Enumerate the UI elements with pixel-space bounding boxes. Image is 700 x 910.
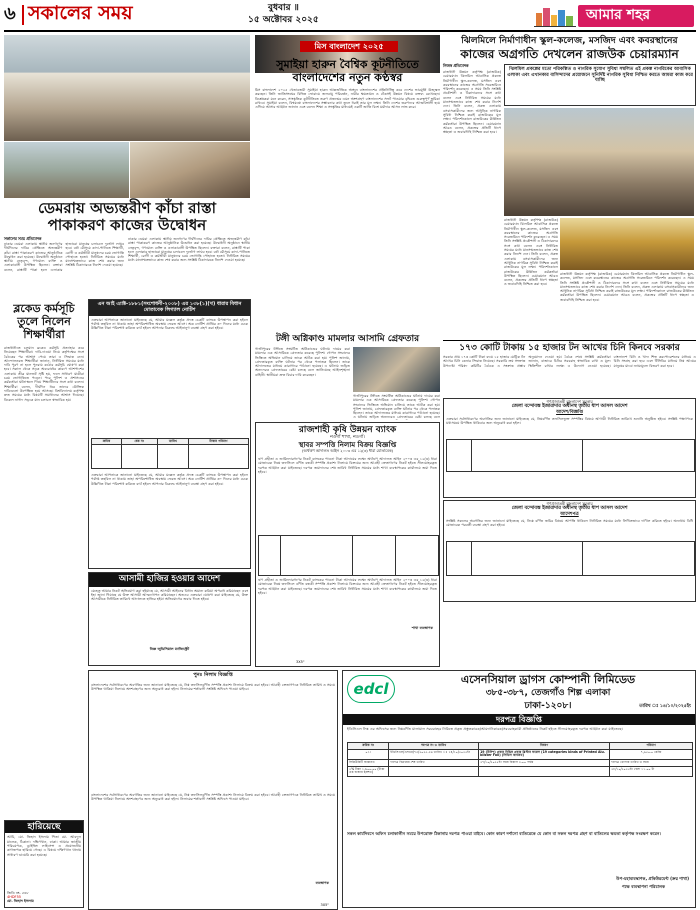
rajuk-site-photo [504,108,694,216]
edcl-city: ঢাকা-১২০৮। [524,701,572,711]
warrant-sign: বিজ্ঞ জুডিসিয়াল ম্যাজিস্ট্রেট [149,646,190,651]
paper-name: সকালের সময় [28,2,133,24]
edcl-row-description: 19 (উনিশ) প্রকার বিভিন্ন প্রকার ব্লিস্টার ফয়েল (19 categories kinds of Printed Alu. blister Foil) (সিভিল কার্যক্রম) [479,749,610,759]
legal-notice-th-cheque: চেক নং [121,438,157,445]
lost-notice-gd: জিডি নং- ৫৪৮ [7,891,29,896]
section-logo [534,3,696,29]
edcl-row-tender-no: ইডিসিএল/এসএম/৭৩/২০২৫-২৬ তারিখ ঃ ১৪/১০/২০২৫ইং [389,749,479,759]
bank-subtitle: (অর্থঋণ আদালত আইন ২০০৩ এর ১২(৩) ধারা মোতাবেক) [301,447,394,453]
auction-2-title: জেলা বন্দোবস্ত ইজারাদার অধীনস্থ তৃতীয় ধাপ আসল আদেশ [511,506,628,512]
masthead-rule [4,30,696,32]
arrest-photo [353,347,440,392]
section-logo-text: আমার শহর [586,7,651,23]
edcl-open-label: দরপত্র খোলার তারিখ ও সময় [610,760,693,767]
edcl-address: ৩৮৫-৩৮৭, তেজগাঁও শিল্প এলাকা [485,688,611,698]
reauction-body: বাংলাদেশের সর্বসাধারণের অবগতির জন্য জানানো যাইতেছে যে, নিম্ন তফসিলবর্ণিত সম্পত্তি প্রকাশ্য নিলামে বিক্রয় করা হইবে। আগ্রহী ক্রেতাগণকে নির্ধারিত তারিখ ও সময়ে উপস্থিত থাকিয়া নিলামে অংশগ্রহণের জন্য অনুরোধ করা হইল। নিলামের শর্তাবলী সংশ্লিষ্ট অফিসে পাওয়া যাইবে। [91,682,335,692]
road-inauguration-photo [4,35,250,141]
road-site-photo [4,142,129,198]
lost-notice-box [4,820,84,908]
edcl-title: দরপত্র বিজ্ঞপ্তি [343,714,695,725]
edcl-company: এসেনসিয়াল ড্রাগস কোম্পানী লিমিডেড [460,673,636,686]
table-row [348,749,693,759]
arrest-headline: টঙ্গী অগ্নিকাণ্ড মামলার আসামি গ্রেফতার [275,334,420,344]
auction-2-table [446,541,695,576]
rajuk-headline-line-2: কাজের অগ্রগতি দেখলেন রাজউক চেয়ারম্যান [460,47,679,61]
road-body-continued: ঢাকার ডেমরা এলাকায় স্থানীয় জনগণের দীর্ঘদিনের দাবির প্রেক্ষিতে অভ্যন্তরীণ কাঁচা রাস্তা পাকাকরণ কাজের আনুষ্ঠানিক উদ্বোধন করা হয়েছে। উদ্বোধনী অনুষ্ঠানে স্থানীয় নেতৃবৃন্দ, গণ্যমান্য ব্যক্তি ও এলাকাবাসী উপস্থিত ছিলেন। বক্তারা বলেন, রাস্তাটি পাকা হলে এলাকার হাজারো মানুষের চলাচলে দুর্ভোগ লাঘব হবে। বর্ষা মৌসুমে কাদা-পানিতে শিক্ষার্থী, রোগী ও কর্মজীবী মানুষদের চরম ভোগান্তি পোহাতে হতো। নির্ধারিত সময়ের মধ্যে মানসম্মতভাবে কাজ শেষ করার জন্য সংশ্লিষ্ট ঠিকাদারকে নির্দেশ দেওয়া হয়েছে। [128,237,250,263]
lost-notice-sign: মো. জিহাদ ইসলাম [7,899,34,904]
reauction-title: পুনঃ নিলাম বিজ্ঞপ্তি [193,672,233,678]
auction-1-body: এতদ্বারা সর্বসাধারণের অবগতির জন্য জানানো যাইতেছে যে, নিম্নবর্ণিত তফসিলভুক্ত সম্পত্তির বিষয়ে আগামী নির্ধারিত তারিখে শুনানি অনুষ্ঠিত হইবে। সংশ্লিষ্ট পক্ষগণকে যথাসময়ে উপস্থিত থাকিবার জন্য অনুরোধ করা হইল। [446,417,693,426]
edcl-th-description: বিবরণ [479,743,610,750]
miss-headline-line-2: বাংলাদেশের নতুন কণ্ঠস্বর [292,71,403,84]
auction-1-title: জেলা বন্দোবস্ত ইজারাদার অধীনস্থ তৃতীয় ধাপ আসল আদেশ [511,404,628,410]
road-headline-line-2: পাকাকরণ কাজের উদ্বোধন [47,216,207,234]
reauction-box [88,670,338,910]
edcl-intro: ইডিসিএল লিঃ এর অফিসের জন্য নিম্নবর্ণিত মালামাল সরবরাহের নিমিত্তে প্রকৃত প্রস্তুতকারক/আমদানিকারক/সরবরাহকারী প্রতিষ্ঠানের নিকট হইতে সীলমোহরকৃত দরপত্র আহ্বান করা যাইতেছে। [347,727,623,731]
date-label: ১৫ অক্টোবর ২০২৫ [248,15,319,25]
bank-name: রাজশাহী কৃষি উন্নয়ন ব্যাংক [298,425,397,435]
lost-notice-code: 4HDF55 [7,895,22,900]
road-headline-line-1: ডেমরায় অভ্যন্তরীণ কাঁচা রাস্তা [37,199,217,217]
auction-1-header: গণপ্রজাতন্ত্রী বাংলাদেশ সরকার [546,399,593,404]
edcl-tender-table [347,742,693,777]
edcl-fee-label: সিকিউরিটি জামানত [348,760,389,767]
rajuk-quote-box [504,64,696,106]
reauction-sign: ব্যবস্থাপক [315,880,329,885]
edcl-date: তারিখ ঃ ১৪/১০/২০২৫ইং [639,704,691,709]
legal-notice-title: এন আই এ্যাক্ট-১৮৮১(সংশোধনী-২০০৮) এর ১৩৮(১)(খ) ধারার বিধান মোতাবেক লিগ্যাল নোটিশ [89,300,250,316]
edcl-row-serial: ০১। [348,749,389,759]
masthead-divider [22,5,24,25]
masthead [0,0,700,32]
edcl-th-tender-no: দরপত্র নং ও তারিখ [389,743,479,750]
rajuk-body-col2: রাজধানী উন্নয়ন কর্তৃপক্ষ (রাজউক) চেয়ারম্যান ঝিলমিল আবাসিক প্রকল্পে নির্মাণাধীন স্কুল-কলেজ, মসজিদ এবং কবরস্থানের কাজের অগ্রগতি সরেজমিনে পরিদর্শন করেছেন। এ সময় তিনি সংশ্লিষ্ট প্রকৌশলী ও ঠিকাদারদের সঙ্গে কথা বলেন এবং নির্ধারিত সময়ের মধ্যে মানসম্মতভাবে কাজ শেষ করার নির্দেশ দেন। তিনি বলেন, প্রকল্প এলাকায় বসবাসকারীদের জন্য আধুনিক নাগরিক সুবিধা নিশ্চিত করাই রাজউকের মূল লক্ষ্য। পরিদর্শনকালে রাজউকের ঊর্ধ্বতন কর্মকর্তারা উপস্থিত ছিলেন। চেয়ারম্যান আরও বলেন, প্রকল্পের প্রতিটি ধাপে স্বচ্ছতা ও জবাবদিহি নিশ্চিত করা হবে। [504,218,558,287]
warrant-body: যেহেতু আমার নিকট অভিযোগ করা হইয়াছে যে, আসামী আইনের বিধান অমান্য করিয়া অপরাধ করিয়াছেন এবং ইহা জানা গিয়াছে যে উক্ত আসামী আত্মগোপন করিয়াছেন। অতএব এতদ্বারা ঘোষণা করা যাইতেছে যে, উক্ত আসামীকে নির্ধারিত তারিখে আদালতে হাজির হইয়া অভিযোগের জবাব দিতে হইবে। [91,588,248,602]
edcl-logo [347,675,395,703]
warrant-title: আসামী হাজির হওয়ার আদেশ [89,573,250,587]
edcl-row-quantity: ৭,৯৫০.০ কেজি [610,749,693,759]
auction-2-header: গণপ্রজাতন্ত্রী বাংলাদেশ সরকার [546,501,593,506]
edcl-sign-2: পক্ষে ব্যবস্থাপনা পরিচালক [621,884,665,889]
miss-headline [255,58,440,84]
edcl-sale-label: দরপত্র বিক্রয়ের শেষ তারিখ [389,760,479,767]
auction-1-box [443,398,696,498]
miss-kicker: মিস বাংলাদেশ ২০২৫ [300,41,398,52]
bank-sign: শাখা ব্যবস্থাপক [411,625,433,630]
students-headline: ব্লকেড কর্মসূচি তুলে নিলেন শিক্ষার্থীরা [13,302,75,341]
legal-notice-th-date: তারিখ [157,438,188,445]
legal-notice-body: এতদ্বারা আপনাকে জানানো যাইতেছে যে, আমার মক্কেল কর্তৃক প্রদত্ত চেকটি ব্যাংকে উপস্থাপন করা হইলে পর্যাপ্ত তহবিল না থাকায় তাহা অপরিশোধিত অবস্থায় ফেরত আসে। অত্র নোটিশ প্রাপ্তির ৩০ দিনের মধ্যে চেকে উল্লিখিত টাকা পরিশোধ করিতে ব্যর্থ হইলে আপনার বিরুদ্ধে আইনানুগ ব্যবস্থা গ্রহণ করা হইবে। [91,317,248,331]
arrest-body-continued: গাজীপুরের টঙ্গীতে সংঘটিত অগ্নিকাণ্ডের ঘটনায় দায়ের করা মামলার এক আসামিকে গ্রেফতার করেছে পুলিশ। গোপন সংবাদের ভিত্তিতে অভিযান চালিয়ে তাকে আটক করা হয়। পুলিশ জানায়, গ্রেফতারকৃত ব্যক্তি ঘটনার পর থেকে পলাতক ছিলেন। তাকে আদালতের মাধ্যমে কারাগারে পাঠানো হয়েছে। এ ঘটনায় জড়িত অন্যদেরও গ্রেফতারের চেষ্টা চলছে বলে [353,394,440,420]
bank-title: স্থাবর সম্পত্তি নিলাম বিক্রয় বিজ্ঞপ্তি [298,440,397,449]
warrant-box [88,572,251,666]
rajuk-body: রাজধানী উন্নয়ন কর্তৃপক্ষ (রাজউক) চেয়ারম্যান ঝিলমিল আবাসিক প্রকল্পে নির্মাণাধীন স্কুল-কলেজ, মসজিদ এবং কবরস্থানের কাজের অগ্রগতি সরেজমিনে পরিদর্শন করেছেন। এ সময় তিনি সংশ্লিষ্ট প্রকৌশলী ও ঠিকাদারদের সঙ্গে কথা বলেন এবং নির্ধারিত সময়ের মধ্যে মানসম্মতভাবে কাজ শেষ করার নির্দেশ দেন। তিনি বলেন, প্রকল্প এলাকায় বসবাসকারীদের জন্য আধুনিক নাগরিক সুবিধা নিশ্চিত করাই রাজউকের মূল লক্ষ্য। পরিদর্শনকালে রাজউকের ঊর্ধ্বতন কর্মকর্তারা উপস্থিত ছিলেন। চেয়ারম্যান আরও বলেন, প্রকল্পের প্রতিটি ধাপে স্বচ্ছতা ও জবাবদিহি নিশ্চিত করা হবে। [443,70,501,135]
page-number: ৬ [4,3,16,24]
edcl-footer: সকল কার্যদিবসে অফিস চলাকালীন সময়ে উপরোক্ত ঠিকানায় দরপত্র পাওয়া যাইবে। কোন কারণ দর্শানো ব্যতিরেকে যে কোন বা সকল দরপত্র গ্রহণ বা বাতিলের ক্ষমতা কর্তৃপক্ষ সংরক্ষণ করেন। [347,831,661,836]
bank-branch: নওগাঁ শাখা, নওগাঁ। [330,435,365,441]
miss-headline-line-1: সুমাইয়া হারুন বৈশ্বিক কূটনীতিতে [276,58,419,71]
sugar-body: সরকার প্রায় ১৭৩ কোটি টাকা ব্যয়ে ১৫ হাজার মেট্রিক টন আখের চিনি কেনার সিদ্ধান্ত নিয়েছে। সরকারি ক্রয় সংক্রান্ত উপদেষ্টা পরিষদ কমিটির বৈঠকে এ সংক্রান্ত প্রস্তাব অনুমোদন দেওয়া হয়। বৈঠক শেষে সংশ্লিষ্ট কর্মকর্তারা জানান, বাজারে চিনির সরবরাহ স্বাভাবিক রাখা ও মূল্য স্থিতিশীল রাখার লক্ষ্যে এ উদ্যোগ নেওয়া হয়েছে। বাংলাদেশ চিনি ও খাদ্য শিল্প করপোরেশনের মাধ্যমে এ চিনি সংগ্রহ করা হবে এবং টিসিবির মাধ্যমে নিম্ন আয়ের মানুষের মাঝে ন্যায্যমূল্যে বিতরণ করা হবে। [443,355,696,368]
edcl-open-value: ২৮/১০/২০২৫ইং বেলা ১১.০০ টা [610,766,693,776]
legal-notice-th-amount: টাকার পরিমাণ [189,438,249,445]
legal-notice-th-serial: ক্রমিক [92,438,122,445]
edcl-sign-1: উপ-মহাব্যবস্থাপক, প্রকিউরমেন্ট (ক্রয় শাখা) [616,876,689,881]
rajuk-building-photo [560,218,694,270]
road-dateline: সকালের সময় প্রতিবেদক [4,236,42,241]
rajuk-headline-line-1: ঝিলমিলে নির্মাণাধীন স্কুল-কলেজ, মসজিদ এবং কবরস্থানের [461,35,678,46]
edcl-sale-value: ২৭/১০/২০২৫ইং সময় বিকাল ৩.০০ পর্যন্ত [479,760,610,767]
auction-2-box [443,500,696,602]
auction-2-body: সংশ্লিষ্ট সকলের অবগতির জন্য জানানো যাইতেছে যে, নিম্নে বর্ণিত জমির বিষয়ে আপত্তি থাকিলে নির্ধারিত সময়ের মধ্যে লিখিতভাবে দাখিল করিতে হইবে। অন্যথায় বিধি মোতাবেক পরবর্তী ব্যবস্থা গ্রহণ করা হইবে। [446,519,693,528]
legal-notice-table [91,438,249,470]
edcl-logo-text: edcl [353,680,389,698]
day-label: বুধবার ॥ [268,3,299,13]
lost-notice-title: হারিয়েছে [5,821,83,833]
reauction-code: 3X5" [320,902,329,907]
students-body: রাজধানীতে চলমান ব্লকেড কর্মসূচি প্রত্যাহার করে নিয়েছেন শিক্ষার্থীরা। দাবি-দাওয়া নিয়ে কর্তৃপক্ষের সঙ্গে বৈঠকের পর আশ্বাস পেয়ে তারা এ সিদ্ধান্ত নেন। আন্দোলনরত শিক্ষার্থীরা জানান, নির্ধারিত সময়ের মধ্যে দাবি পূরণ না হলে পুনরায় কঠোর কর্মসূচি ঘোষণা করা হবে। সকাল থেকে সড়ক অবরোধের কারণে আশপাশের এলাকায় তীব্র যানজট সৃষ্টি হয়, ফলে সাধারণ যাত্রীরা চরম ভোগান্তিতে পড়েন। পরে পুলিশ ও প্রশাসনের কর্মকর্তারা ঘটনাস্থলে গিয়ে শিক্ষার্থীদের সঙ্গে কথা বলেন। শিক্ষার্থীরা বলেন, দীর্ঘদিন ধরে তাদের যৌক্তিক দাবিগুলো উপেক্ষিত হয়ে আসছে। বিশ্ববিদ্যালয় কর্তৃপক্ষ দ্রুত সময়ের মধ্যে বিষয়টি সমাধানের আশ্বাস দিয়েছে। বিকেল নাগাদ সড়কে যান চলাচল স্বাভাবিক হয়। [4,346,84,402]
road-headline [4,200,250,234]
city-skyline-icon [534,5,576,27]
road-body: ঢাকার ডেমরা এলাকায় স্থানীয় জনগণের দীর্ঘদিনের দাবির প্রেক্ষিতে অভ্যন্তরীণ কাঁচা রাস্তা পাকাকরণ কাজের আনুষ্ঠানিক উদ্বোধন করা হয়েছে। উদ্বোধনী অনুষ্ঠানে স্থানীয় নেতৃবৃন্দ, গণ্যমান্য ব্যক্তি ও এলাকাবাসী উপস্থিত ছিলেন। বক্তারা বলেন, রাস্তাটি পাকা হলে এলাকার হাজারো মানুষের চলাচলে দুর্ভোগ লাঘব হবে। বর্ষা মৌসুমে কাদা-পানিতে শিক্ষার্থী, রোগী ও কর্মজীবী মানুষদের চরম ভোগান্তি পোহাতে হতো। নির্ধারিত সময়ের মধ্যে মানসম্মতভাবে কাজ শেষ করার জন্য সংশ্লিষ্ট ঠিকাদারকে নির্দেশ দেওয়া হয়েছে। [4,242,124,272]
bank-auction-box [255,422,440,667]
bank-body-2: ঋণ গ্রহীতা ও জামিনদারগণের নিকট ব্যাংকের পাওনা টাকা আদায়ের লক্ষ্যে অর্থঋণ আদালত আইন ২০০৩ এর ১২(৩) ধারা মোতাবেক নিম্নে তফসিলে বর্ণিত বন্ধকী সম্পত্তি প্রকাশ্য নিলামে বিক্রয়ের জন্য আগ্রহী ক্রেতাগণের নিকট হইতে সীলমোহরকৃত দরপত্র আহ্বান করা যাইতেছে। দরপত্র জমাদানের শেষ তারিখ নির্ধারিত সময়ের মধ্যে শাখা ব্যবস্থাপকের কার্যালয়ে জমা দিতে হইবে। [258,577,437,595]
rajuk-quote: ঝিলমিল প্রকল্পের মতো পরিকল্পিত ও নাগরিক সুযোগ সুবিধা সম্বলিত এই প্রকল্প নাগরিকের আবাসিক এলাকা এবং এখানকার বাসিন্দাদের প্রয়োজনে সুনির্দিষ্ট নাগরিক সুবিধা নিশ্চিত করতে আমরা কাজ করে যাচ্ছি [507,67,693,83]
arrest-body: গাজীপুরের টঙ্গীতে সংঘটিত অগ্নিকাণ্ডের ঘটনায় দায়ের করা মামলার এক আসামিকে গ্রেফতার করেছে পুলিশ। গোপন সংবাদের ভিত্তিতে অভিযান চালিয়ে তাকে আটক করা হয়। পুলিশ জানায়, গ্রেফতারকৃত ব্যক্তি ঘটনার পর থেকে পলাতক ছিলেন। তাকে আদালতের মাধ্যমে কারাগারে পাঠানো হয়েছে। এ ঘটনায় জড়িত অন্যদেরও গ্রেফতারের চেষ্টা চলছে বলে জানিয়েছে আইনশৃঙ্খলা বাহিনী। স্থানীয়রা দ্রুত বিচার দাবি করেছেন। [255,347,350,377]
miss-body: মিস বাংলাদেশ ২০২৫ খেতাবজয়ী সুমাইয়া হারুন আন্তর্জাতিক অঙ্গনে বাংলাদেশের প্রতিনিধিত্ব করে দেশের ভাবমূর্তি উজ্জ্বল করছেন। তিনি জাতিসংঘের বিভিন্ন ফোরামে জলবায়ু পরিবর্তন, নারীর ক্ষমতায়ন ও টেকসই উন্নয়ন বিষয়ে বক্তব্য রেখেছেন। বিশ্লেষকরা মনে করেন, সাংস্কৃতিক কূটনীতিতে তরুণ প্রজন্মের এমন অংশগ্রহণ বাংলাদেশের সফট পাওয়ার বৃদ্ধিতে গুরুত্বপূর্ণ ভূমিকা রাখবে। সুমাইয়া বলেন, বিশ্বমঞ্চে বাংলাদেশের সম্ভাবনার কথা তুলে ধরাই তার মূল লক্ষ্য। তিনি দেশের তরুণদের আত্মবিশ্বাসী হয়ে এগিয়ে আসার আহ্বান জানান এবং বলেন শিক্ষা ও সংস্কৃতির মাধ্যমেই একটি জাতি বিশ্বে মর্যাদার আসন লাভ করে। [255,88,440,110]
edcl-th-serial: ক্রমিক নং [348,743,389,750]
reauction-body-2: বাংলাদেশের সর্বসাধারণের অবগতির জন্য জানানো যাইতেছে যে, নিম্ন তফসিলবর্ণিত সম্পত্তি প্রকাশ্য নিলামে বিক্রয় করা হইবে। আগ্রহী ক্রেতাগণকে নির্ধারিত তারিখ ও সময়ে উপস্থিত থাকিয়া নিলামে অংশগ্রহণের জন্য অনুরোধ করা হইল। নিলামের শর্তাবলী সংশ্লিষ্ট অফিসে পাওয়া যাইবে। [91,792,335,802]
rajuk-headline [443,35,696,61]
road-ribbon-photo [130,142,250,198]
bank-code: 3X5" [296,659,305,664]
auction-1-table [446,439,695,472]
edcl-fee-value: ২% টাকা ১,৬০০.০০ (টাকা এক হাজার ছয়শত) [348,766,389,776]
rajuk-body-col3: রাজধানী উন্নয়ন কর্তৃপক্ষ (রাজউক) চেয়ারম্যান ঝিলমিল আবাসিক প্রকল্পে নির্মাণাধীন স্কুল-কলেজ, মসজিদ এবং কবরস্থানের কাজের অগ্রগতি সরেজমিনে পরিদর্শন করেছেন। এ সময় তিনি সংশ্লিষ্ট প্রকৌশলী ও ঠিকাদারদের সঙ্গে কথা বলেন এবং নির্ধারিত সময়ের মধ্যে মানসম্মতভাবে কাজ শেষ করার নির্দেশ দেন। তিনি বলেন, প্রকল্প এলাকায় বসবাসকারীদের জন্য আধুনিক নাগরিক সুবিধা নিশ্চিত করাই রাজউকের মূল লক্ষ্য। পরিদর্শনকালে রাজউকের ঊর্ধ্বতন কর্মকর্তারা উপস্থিত ছিলেন। চেয়ারম্যান আরও বলেন, প্রকল্পের প্রতিটি ধাপে স্বচ্ছতা ও জবাবদিহি নিশ্চিত করা হবে। [560,272,694,302]
lost-notice-body: আমি, মো. জিহাদ ইসলাম পিতা মো. আবদুল মালেক, ঠিকানা: দক্ষিণখান, ঢাকা। আমার জাতীয় পরিচয়পত্র, ড্রাইভিং লাইসেন্স ও প্রয়োজনীয় কাগজপত্র হারিয়ে গেছে। এ বিষয়ে দক্ষিণখান থানায় সাধারণ ডায়েরি করা হয়েছে। [7,835,81,857]
edcl-tender-box [342,670,696,908]
auction-2-subtitle: আদেশপত্র [560,511,579,517]
legal-notice-box [88,299,251,569]
bank-schedule-table [258,535,439,576]
rajuk-dateline: নিজস্ব প্রতিবেদক [443,63,469,68]
edcl-th-quantity: পরিমাণ [610,743,693,750]
legal-notice-body-2: এতদ্বারা আপনাকে জানানো যাইতেছে যে, আমার মক্কেল কর্তৃক প্রদত্ত চেকটি ব্যাংকে উপস্থাপন করা হইলে পর্যাপ্ত তহবিল না থাকায় তাহা অপরিশোধিত অবস্থায় ফেরত আসে। অত্র নোটিশ প্রাপ্তির ৩০ দিনের মধ্যে চেকে উল্লিখিত টাকা পরিশোধ করিতে ব্যর্থ হইলে আপনার বিরুদ্ধে আইনানুগ ব্যবস্থা গ্রহণ করা হইবে। [91,473,248,486]
sugar-headline: ১৭৩ কোটি টাকায় ১৫ হাজার টন আখের চিনি কিনবে সরকার [443,340,696,353]
bank-body: ঋণ গ্রহীতা ও জামিনদারগণের নিকট ব্যাংকের পাওনা টাকা আদায়ের লক্ষ্যে অর্থঋণ আদালত আইন ২০০৩ এর ১২(৩) ধারা মোতাবেক নিম্নে তফসিলে বর্ণিত বন্ধকী সম্পত্তি প্রকাশ্য নিলামে বিক্রয়ের জন্য আগ্রহী ক্রেতাগণের নিকট হইতে সীলমোহরকৃত দরপত্র আহ্বান করা যাইতেছে। দরপত্র জমাদানের শেষ তারিখ নির্ধারিত সময়ের মধ্যে শাখা ব্যবস্থাপকের কার্যালয়ে জমা দিতে হইবে। [258,456,437,474]
auction-1-subtitle: আদেশ/বিজ্ঞপ্তি [556,409,583,415]
